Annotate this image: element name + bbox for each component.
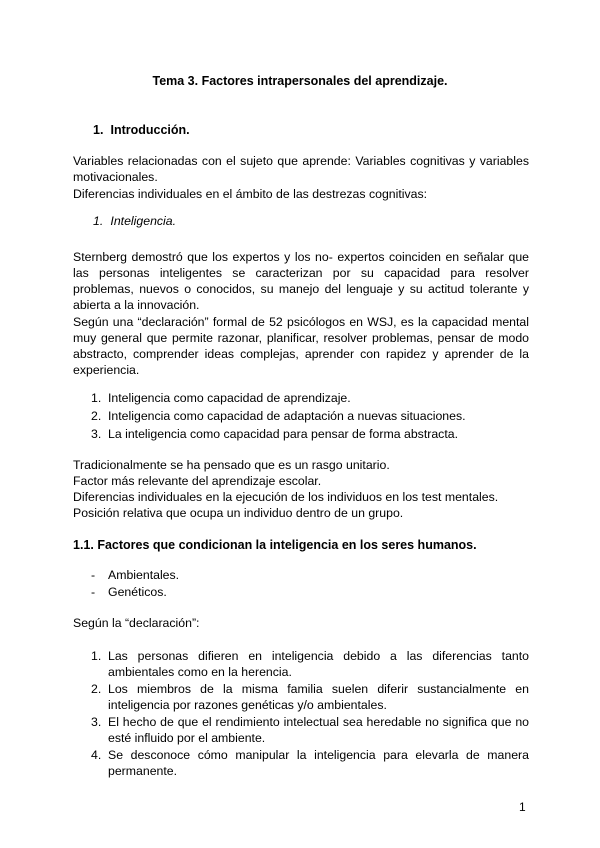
paragraphs-block — [73, 249, 529, 378]
section-heading-introduccion — [93, 122, 190, 138]
list-item: - Genéticos. — [91, 585, 167, 599]
intro-block — [73, 153, 529, 202]
list-item: 3. El hecho de que el rendimiento intelectual sea heredable no significa que no esté influido por el ambiente. — [91, 715, 529, 745]
section-heading-text: Introducción. — [110, 123, 190, 137]
list-item: 1. Inteligencia como capacidad de aprendizaje. — [91, 391, 351, 405]
paragraph-sternberg: Sternberg demostró que los expertos y los no- expertos coinciden en señalar que las personas inteligentes se caracterizan por su capacidad para resolver problemas, nuevos o conocidos, su manejo del lenguaje y su actitud tolerante y abierta a la innovación. — [73, 250, 529, 312]
declaracion-intro: Según la “declaración”: — [73, 616, 200, 630]
factors-list — [91, 567, 531, 600]
subsection-heading-text: Inteligencia. — [110, 214, 177, 228]
intro-line-1: Variables relacionadas con el sujeto que aprende: Variables cognitivas y variables motivacionales. — [73, 154, 529, 184]
paragraph-declaracion: Según una “declaración” formal de 52 psicólogos en WSJ, es la capacidad mental muy general que permite razonar, planificar, resolver problemas, pensar de modo abstracto, comprender ideas complejas, aprender con rapidez y aprender de la experiencia. — [73, 315, 529, 377]
list-item: - Ambientales. — [91, 568, 180, 582]
section-number: 1. — [93, 123, 104, 137]
page-number: 1 — [519, 800, 526, 814]
statements-block — [73, 457, 529, 521]
declaracion-list — [91, 648, 529, 779]
document-title: Tema 3. Factores intrapersonales del aprendizaje. — [152, 74, 448, 88]
list-item: 2. Inteligencia como capacidad de adaptación a nuevas situaciones. — [91, 409, 466, 423]
list-item: 1. Las personas difieren en inteligencia debido a las diferencias tanto ambientales como en la herencia. — [91, 649, 529, 679]
subsection-heading-inteligencia — [93, 213, 176, 229]
list-item: 4. Se desconoce cómo manipular la inteligencia para elevarla de manera permanente. — [91, 748, 529, 778]
intelligence-definitions-list — [91, 390, 531, 442]
statement-line: Factor más relevante del aprendizaje escolar. — [73, 474, 322, 488]
subsection-heading-factores: 1.1. Factores que condicionan la inteligencia en los seres humanos. — [73, 538, 477, 552]
statement-line: Posición relativa que ocupa un individuo dentro de un grupo. — [73, 506, 404, 520]
list-item: 2. Los miembros de la misma familia suelen diferir sustancialmente en inteligencia por razones genéticas y/o ambientales. — [91, 682, 529, 712]
list-item: 3. La inteligencia como capacidad para pensar de forma abstracta. — [91, 427, 458, 441]
intro-line-2: Diferencias individuales en el ámbito de las destrezas cognitivas: — [73, 187, 428, 201]
statement-line: Tradicionalmente se ha pensado que es un rasgo unitario. — [73, 458, 390, 472]
statement-line: Diferencias individuales en la ejecución de los individuos en los test mentales. — [73, 490, 499, 504]
subsection-number: 1. — [93, 214, 104, 228]
